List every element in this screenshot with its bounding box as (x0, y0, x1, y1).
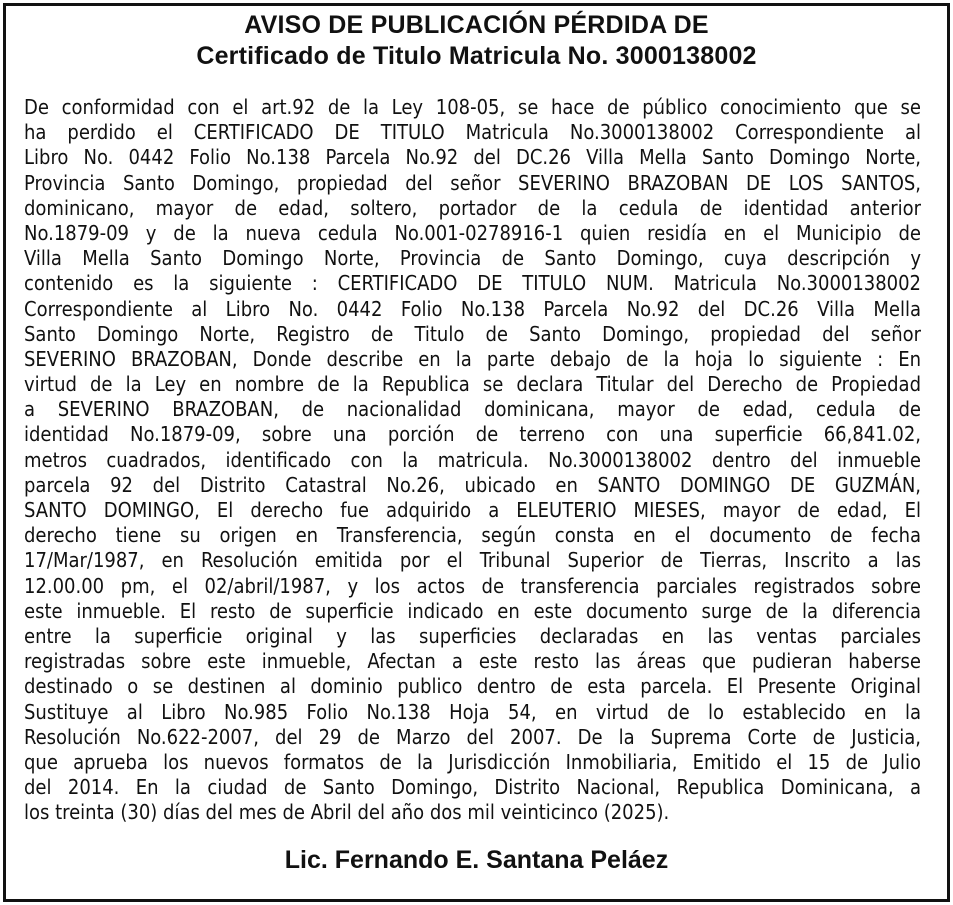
body-line: Santo Domingo Norte, Registro de Titulo de Santo Domingo, propiedad del señor (24, 321, 921, 346)
body-line: parcela 92 del Distrito Catastral No.26, ubicado en SANTO DOMINGO DE GUZMÁN, (24, 472, 921, 497)
body-line: entre la superficie original y las superficies declaradas en las ventas parciales (24, 623, 921, 648)
body-line: este inmueble. El resto de superficie indicado en este documento surge de la diferencia (24, 598, 921, 623)
body-line: Provincia Santo Domingo, propiedad del señor SEVERINO BRAZOBAN DE LOS SANTOS, (24, 170, 921, 195)
body-line: contenido es la siguiente : CERTIFICADO DE TITULO NUM. Matricula No.3000138002 (24, 271, 921, 296)
body-line: del 2014. En la ciudad de Santo Domingo, Distrito Nacional, Republica Dominicana, a (24, 775, 921, 800)
body-line: ha perdido el CERTIFICADO DE TITULO Matricula No.3000138002 Correspondiente al (24, 120, 921, 145)
body-line: Sustituye al Libro No.985 Folio No.138 Hoja 54, en virtud de lo establecido en la (24, 699, 921, 724)
body-line: los treinta (30) días del mes de Abril del año dos mil veinticinco (2025). (24, 800, 670, 825)
notice-body (24, 95, 921, 825)
signature: Lic. Fernando E. Santana Peláez (284, 846, 669, 874)
body-line: que aprueba los nuevos formatos de la Jurisdicción Inmobiliaria, Emitido el 15 de Julio (24, 749, 921, 774)
body-line: dominicano, mayor de edad, soltero, portador de la cedula de identidad anterior (24, 195, 921, 220)
body-line: derecho tiene su origen en Transferencia, según consta en el documento de fecha (24, 523, 921, 548)
body-line: Resolución No.622-2007, del 29 de Marzo del 2007. De la Suprema Corte de Justicia, (24, 724, 921, 749)
body-line: SANTO DOMINGO, El derecho fue adquirido a ELEUTERIO MIESES, mayor de edad, El (24, 498, 921, 522)
body-line: No.1879-09 y de la nueva cedula No.001-0278916-1 quien residía en el Municipio de (24, 220, 921, 245)
body-line: Libro No. 0442 Folio No.138 Parcela No.92 del DC.26 Villa Mella Santo Domingo Norte, (24, 145, 921, 170)
body-line: metros cuadrados, identificado con la matricula. No.3000138002 dentro del inmueble (24, 447, 921, 472)
body-line: Correspondiente al Libro No. 0442 Folio No.138 Parcela No.92 del DC.26 Villa Mella (24, 296, 921, 321)
body-line: identidad No.1879-09, sobre una porción de terreno con una superficie 66,841.02, (24, 422, 921, 447)
body-line: virtud de la Ley en nombre de la Republica se declara Titular del Derecho de Propiedad (24, 372, 921, 397)
notice-title: AVISO DE PUBLICACIÓN PÉRDIDA DE (244, 11, 709, 39)
body-line: 12.00.00 pm, el 02/abril/1987, y los actos de transferencia parciales registrados sobre (24, 573, 921, 598)
body-line: Villa Mella Santo Domingo Norte, Provincia de Santo Domingo, cuya descripción y (24, 246, 921, 271)
body-line: 17/Mar/1987, en Resolución emitida por el Tribunal Superior de Tierras, Inscrito a las (24, 548, 921, 573)
body-line: registradas sobre este inmueble, Afectan a este resto las áreas que pudieran haberse (24, 649, 921, 674)
body-line: destinado o se destinen al dominio publico dentro de esta parcela. El Presente Original (24, 674, 921, 699)
body-line: a SEVERINO BRAZOBAN, de nacionalidad dominicana, mayor de edad, cedula de (24, 397, 921, 422)
body-line: De conformidad con el art.92 de la Ley 108-05, se hace de público conocimiento que se (24, 95, 921, 119)
body-line: SEVERINO BRAZOBAN, Donde describe en la parte debajo de la hoja lo siguiente : En (24, 346, 921, 371)
notice-subtitle: Certificado de Titulo Matricula No. 3000138002 (196, 42, 757, 70)
